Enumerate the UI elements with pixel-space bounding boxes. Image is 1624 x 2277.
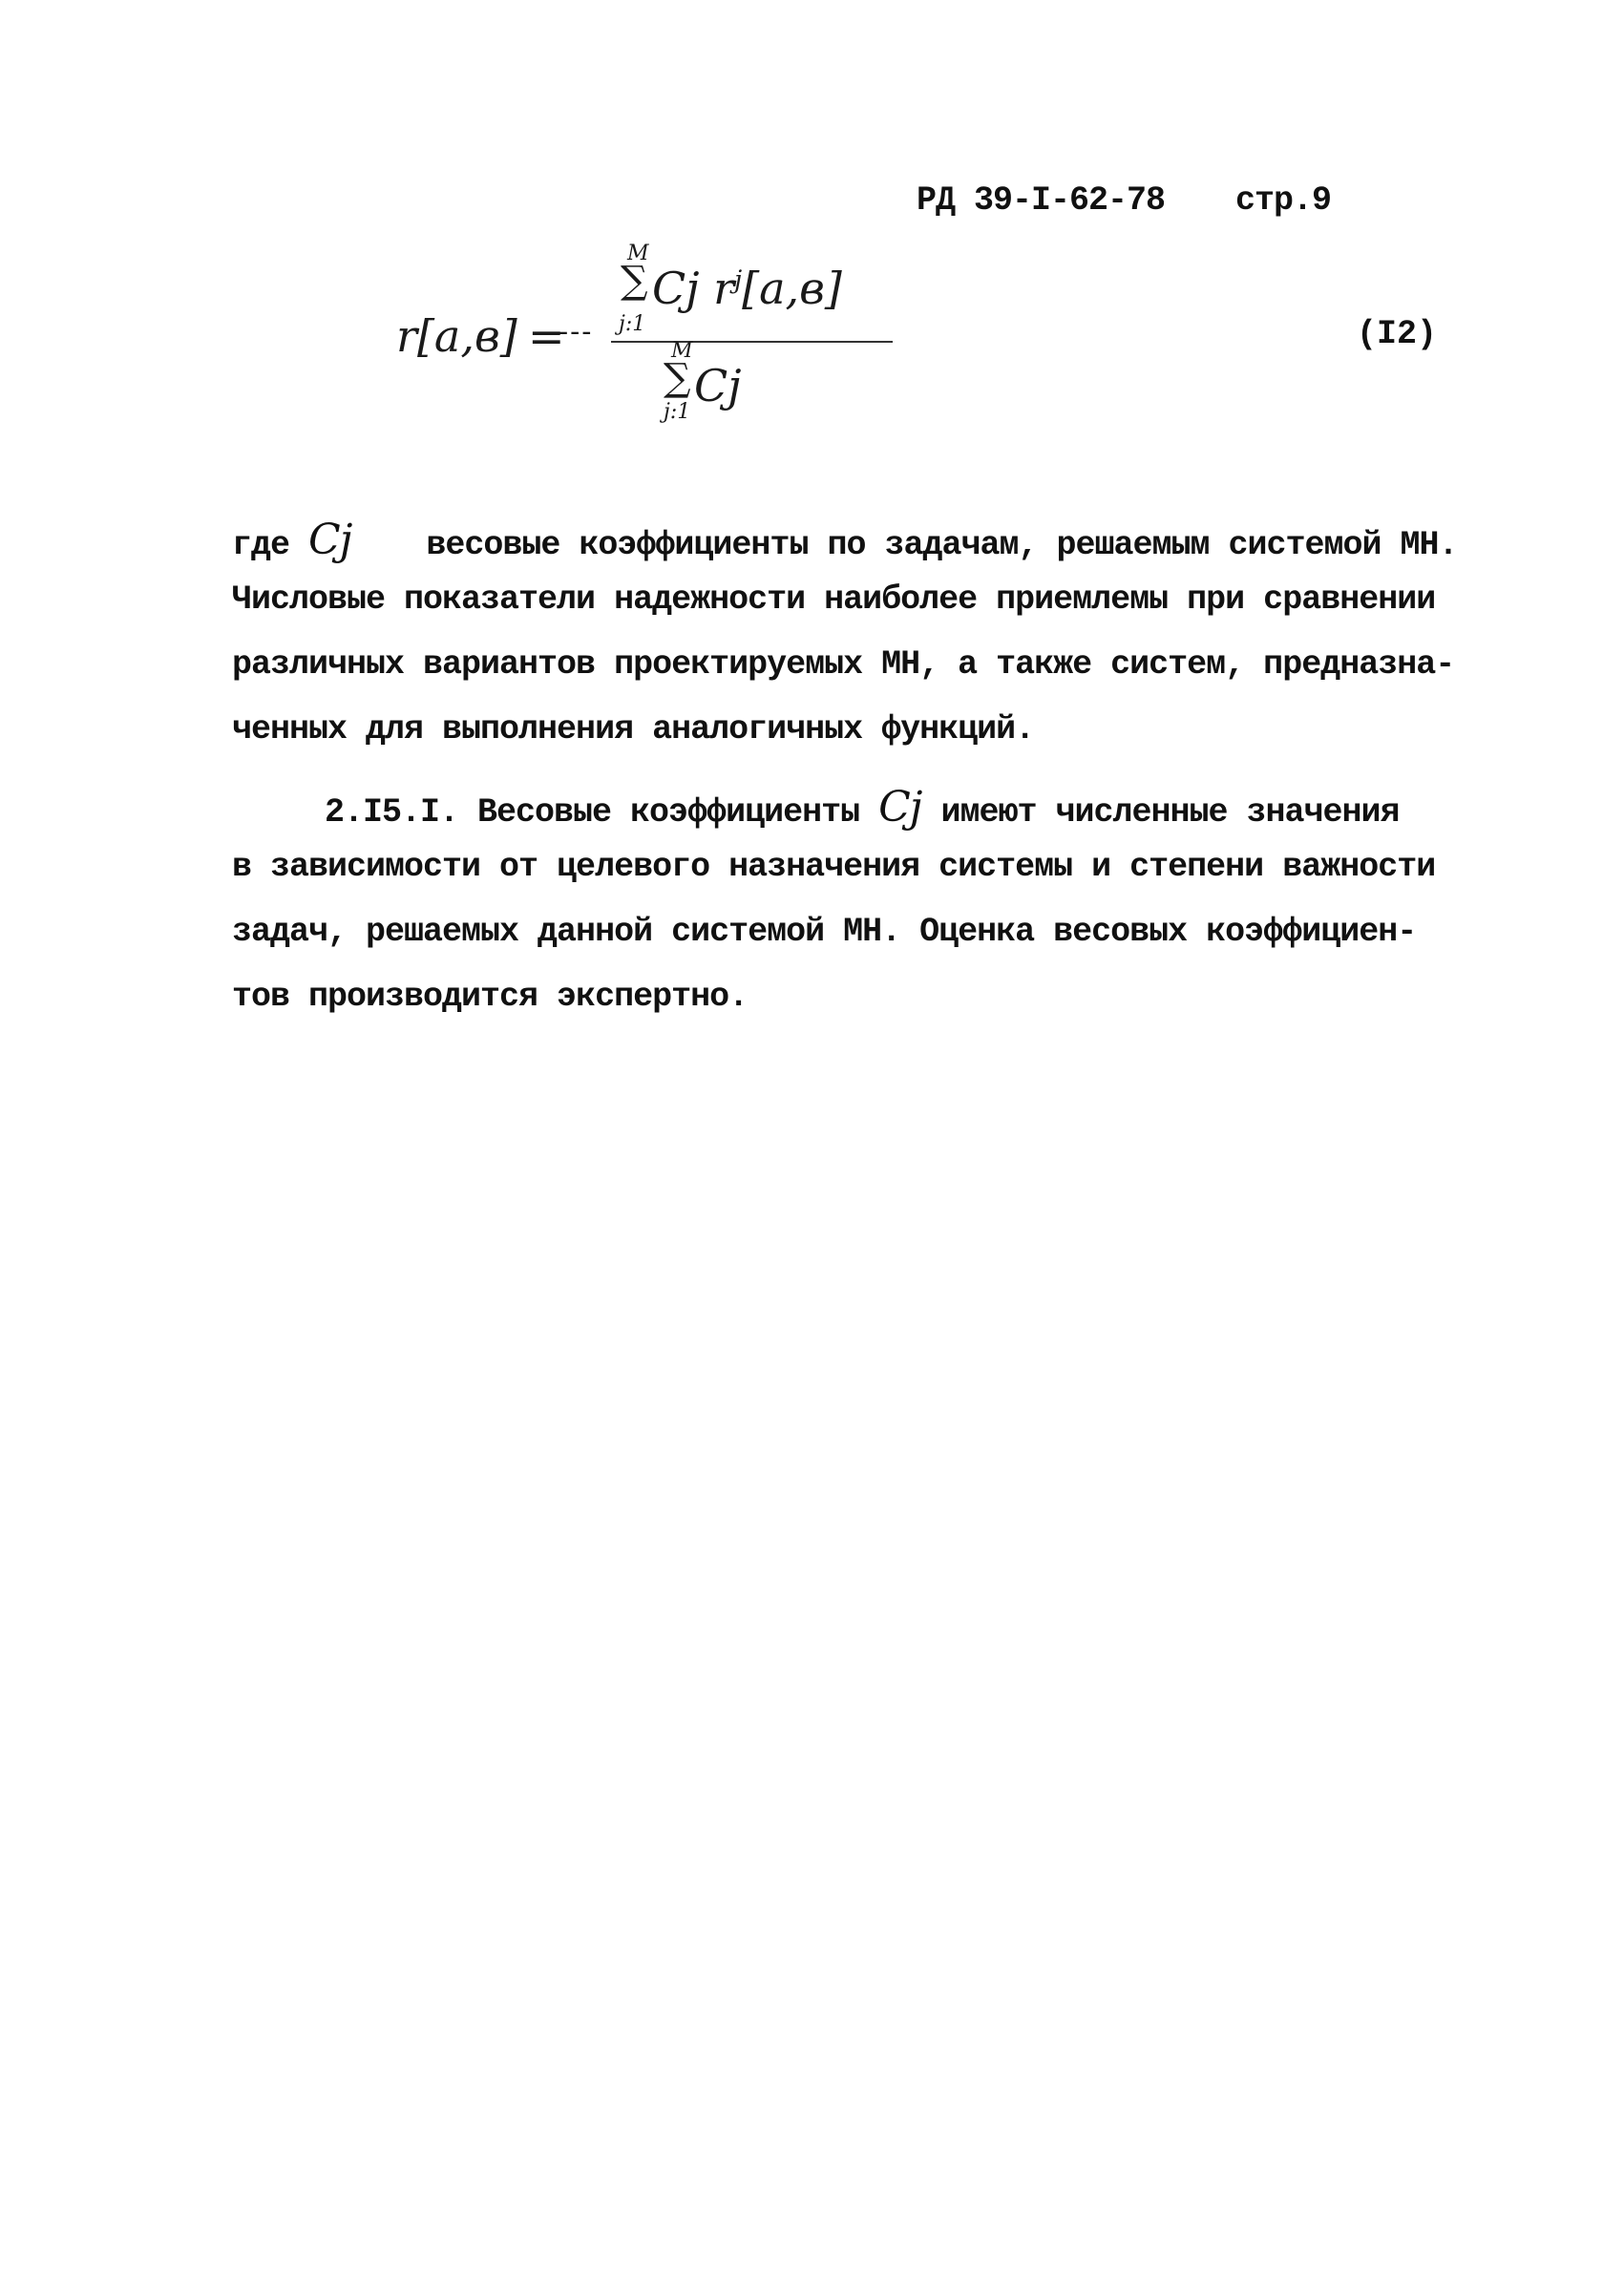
paragraph2-line3: задач, решаемых данной системой МН. Оценка весовых коэффициен- [232,913,1417,951]
numerator-argument: [a,в] [742,263,842,314]
paragraph2-line2: в зависимости от целевого назначения системы и степени важности [232,848,1436,886]
weight-symbol: Cj [308,516,352,564]
weight-symbol-2: Cj [878,783,922,832]
sum-upper-limit: M [627,242,649,265]
sum-symbol-numerator: ∑ [621,259,648,303]
where-word: где [232,526,290,564]
sum-lower-limit: j:1 [619,312,646,336]
formula-lhs: r[a,в] [396,310,517,362]
sum-symbol-denominator: ∑ [664,356,691,400]
paragraph2-line1 [325,783,1556,832]
equation-number: (I2) [1357,315,1438,353]
paragraph1-line1 [232,516,1464,564]
page-header [917,181,1331,220]
formula-denominator: Cj [694,360,742,411]
numerator-superscript: j [734,265,743,295]
paragraph2-line1-text: имеют численные значения [940,793,1400,832]
numerator-term: Cj r [652,263,735,314]
sum-upper-limit-denominator: M [671,339,693,363]
formula-equals: = [528,310,565,362]
paragraph1-line2: Числовые показатели надежности наиболее приемлемы при сравнении [232,580,1436,619]
paragraph2-line4: тов производится экспертно. [232,978,749,1016]
clause-intro: 2.I5.I. Весовые коэффициенты [325,793,860,832]
paragraph1-line1-text: весовые коэффициенты по задачам, решаемым системой МН. [426,526,1458,564]
formula-numerator [652,263,842,314]
document-code: РД 39-I-62-78 [917,181,1166,220]
paragraph1-line3: различных вариантов проектируемых МН, а также систем, предназна- [232,645,1455,684]
fraction-line [611,341,893,343]
page-number: стр.9 [1235,181,1332,220]
formula-dash: --- [559,315,594,348]
paragraph1-line4: ченных для выполнения аналогичных функций. [232,710,1035,748]
sum-lower-limit-denominator: j:1 [664,400,691,424]
formula-12 [387,243,921,434]
